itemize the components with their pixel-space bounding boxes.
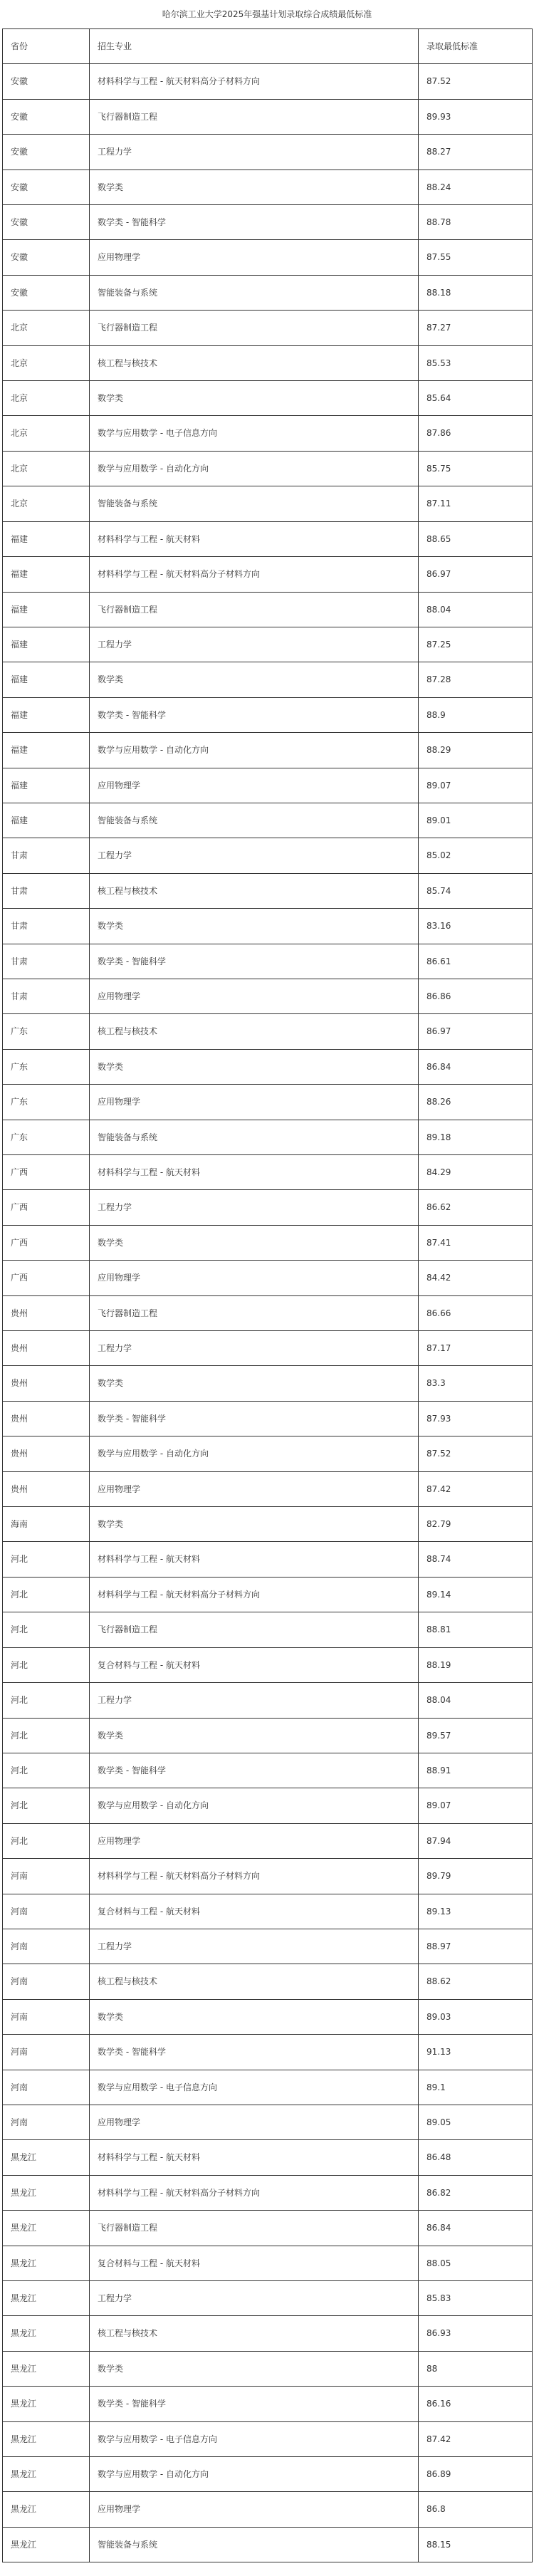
cell-major: 核工程与核技术 — [90, 345, 419, 380]
cell-province: 河北 — [3, 1718, 90, 1753]
cell-province: 海南 — [3, 1507, 90, 1542]
cell-province: 福建 — [3, 521, 90, 556]
cell-province: 黑龙江 — [3, 2316, 90, 2351]
cell-min-score: 89.93 — [419, 99, 533, 134]
cell-min-score: 83.16 — [419, 909, 533, 944]
table-row — [3, 2457, 533, 2492]
cell-major: 数学类 - 智能科学 — [90, 697, 419, 732]
table-row — [3, 1155, 533, 1190]
cell-major: 应用物理学 — [90, 768, 419, 803]
cell-province: 北京 — [3, 416, 90, 451]
cell-min-score: 86.61 — [419, 944, 533, 979]
table-row — [3, 1964, 533, 1999]
cell-min-score: 83.3 — [419, 1366, 533, 1401]
cell-major: 数学与应用数学 - 自动化方向 — [90, 1436, 419, 1471]
table-row — [3, 1401, 533, 1436]
cell-min-score: 85.83 — [419, 2281, 533, 2316]
table-row — [3, 2492, 533, 2527]
table-row — [3, 2070, 533, 2105]
cell-min-score: 87.17 — [419, 1331, 533, 1366]
cell-province: 甘肃 — [3, 838, 90, 873]
cell-major: 飞行器制造工程 — [90, 99, 419, 134]
cell-major: 飞行器制造工程 — [90, 2211, 419, 2246]
cell-province: 福建 — [3, 662, 90, 697]
cell-province: 河北 — [3, 1753, 90, 1788]
table-row — [3, 1999, 533, 2034]
cell-major: 数学类 - 智能科学 — [90, 2387, 419, 2421]
cell-major: 智能装备与系统 — [90, 275, 419, 310]
cell-major: 应用物理学 — [90, 2105, 419, 2139]
cell-province: 甘肃 — [3, 909, 90, 944]
cell-min-score: 86.16 — [419, 2387, 533, 2421]
table-row — [3, 2035, 533, 2070]
cell-province: 福建 — [3, 592, 90, 627]
table-row — [3, 1436, 533, 1471]
cell-province: 福建 — [3, 697, 90, 732]
cell-province: 河北 — [3, 1788, 90, 1823]
header-major: 招生专业 — [90, 29, 419, 64]
cell-major: 数学与应用数学 - 电子信息方向 — [90, 2070, 419, 2105]
table-row — [3, 733, 533, 768]
cell-province: 河南 — [3, 1859, 90, 1894]
cell-min-score: 86.82 — [419, 2175, 533, 2210]
cell-major: 应用物理学 — [90, 1085, 419, 1120]
cell-major: 智能装备与系统 — [90, 1120, 419, 1154]
table-row — [3, 979, 533, 1013]
cell-province: 河南 — [3, 2035, 90, 2070]
cell-major: 应用物理学 — [90, 1471, 419, 1506]
cell-min-score: 89.14 — [419, 1577, 533, 1612]
cell-major: 工程力学 — [90, 1190, 419, 1225]
cell-major: 数学类 - 智能科学 — [90, 1753, 419, 1788]
header-province: 省份 — [3, 29, 90, 64]
cell-min-score: 87.42 — [419, 1471, 533, 1506]
cell-major: 工程力学 — [90, 627, 419, 662]
cell-major: 核工程与核技术 — [90, 873, 419, 908]
table-row — [3, 2211, 533, 2246]
cell-province: 贵州 — [3, 1331, 90, 1366]
cell-province: 河北 — [3, 1683, 90, 1718]
table-row — [3, 99, 533, 134]
table-row — [3, 205, 533, 240]
table-row — [3, 1261, 533, 1295]
table-row — [3, 944, 533, 979]
cell-min-score: 88.24 — [419, 170, 533, 204]
cell-min-score: 88.81 — [419, 1612, 533, 1647]
cell-major: 智能装备与系统 — [90, 2527, 419, 2562]
table-row — [3, 1823, 533, 1858]
table-row — [3, 1718, 533, 1753]
cell-major: 数学与应用数学 - 自动化方向 — [90, 451, 419, 486]
cell-min-score: 88.05 — [419, 2246, 533, 2280]
cell-min-score: 87.86 — [419, 416, 533, 451]
cell-min-score: 89.05 — [419, 2105, 533, 2139]
cell-province: 安徽 — [3, 170, 90, 204]
table-row — [3, 451, 533, 486]
table-row — [3, 909, 533, 944]
cell-province: 河北 — [3, 1577, 90, 1612]
cell-min-score: 89.79 — [419, 1859, 533, 1894]
cell-major: 应用物理学 — [90, 2492, 419, 2527]
cell-min-score: 86.93 — [419, 2316, 533, 2351]
cell-min-score: 87.94 — [419, 1823, 533, 1858]
cell-province: 贵州 — [3, 1436, 90, 1471]
cell-min-score: 82.79 — [419, 1507, 533, 1542]
cell-min-score: 88.9 — [419, 697, 533, 732]
cell-province: 贵州 — [3, 1295, 90, 1330]
table-row — [3, 2387, 533, 2421]
table-row — [3, 1225, 533, 1260]
cell-min-score: 88.91 — [419, 1753, 533, 1788]
cell-min-score: 88.78 — [419, 205, 533, 240]
cell-min-score: 86.84 — [419, 2211, 533, 2246]
table-row — [3, 64, 533, 99]
cell-province: 黑龙江 — [3, 2211, 90, 2246]
cell-min-score: 88.74 — [419, 1542, 533, 1577]
cell-min-score: 85.75 — [419, 451, 533, 486]
cell-major: 材料科学与工程 - 航天材料高分子材料方向 — [90, 64, 419, 99]
cell-province: 甘肃 — [3, 979, 90, 1013]
cell-major: 数学类 - 智能科学 — [90, 205, 419, 240]
table-row — [3, 2175, 533, 2210]
cell-major: 数学类 — [90, 1718, 419, 1753]
cell-min-score: 87.55 — [419, 240, 533, 275]
cell-province: 广西 — [3, 1155, 90, 1190]
cell-province: 河北 — [3, 1612, 90, 1647]
cell-major: 复合材料与工程 - 航天材料 — [90, 2246, 419, 2280]
table-row — [3, 1331, 533, 1366]
cell-major: 应用物理学 — [90, 1823, 419, 1858]
cell-province: 河南 — [3, 2070, 90, 2105]
cell-province: 河北 — [3, 1542, 90, 1577]
cell-min-score: 89.07 — [419, 768, 533, 803]
table-row — [3, 1366, 533, 1401]
cell-min-score: 87.11 — [419, 486, 533, 521]
cell-province: 广东 — [3, 1120, 90, 1154]
cell-major: 数学类 - 智能科学 — [90, 2035, 419, 2070]
table-row — [3, 1295, 533, 1330]
cell-major: 工程力学 — [90, 838, 419, 873]
cell-province: 黑龙江 — [3, 2527, 90, 2562]
cell-province: 河南 — [3, 1999, 90, 2034]
cell-major: 智能装备与系统 — [90, 803, 419, 838]
table-row — [3, 240, 533, 275]
cell-min-score: 87.28 — [419, 662, 533, 697]
cell-province: 北京 — [3, 451, 90, 486]
cell-min-score: 86.8 — [419, 2492, 533, 2527]
cell-min-score: 89.57 — [419, 1718, 533, 1753]
table-row — [3, 768, 533, 803]
cell-major: 工程力学 — [90, 1331, 419, 1366]
cell-min-score: 89.03 — [419, 1999, 533, 2034]
cell-major: 工程力学 — [90, 1929, 419, 1964]
cell-min-score: 86.89 — [419, 2457, 533, 2492]
cell-min-score: 86.97 — [419, 557, 533, 592]
cell-province: 福建 — [3, 768, 90, 803]
table-row — [3, 135, 533, 170]
cell-province: 福建 — [3, 733, 90, 768]
cell-min-score: 88 — [419, 2351, 533, 2386]
cell-province: 广东 — [3, 1014, 90, 1049]
cell-min-score: 89.18 — [419, 1120, 533, 1154]
cell-min-score: 85.53 — [419, 345, 533, 380]
cell-province: 北京 — [3, 486, 90, 521]
cell-major: 飞行器制造工程 — [90, 1612, 419, 1647]
cell-min-score: 88.62 — [419, 1964, 533, 1999]
cell-major: 数学类 — [90, 381, 419, 416]
cell-major: 工程力学 — [90, 135, 419, 170]
cell-min-score: 86.84 — [419, 1049, 533, 1084]
cell-major: 材料科学与工程 - 航天材料 — [90, 2140, 419, 2175]
table-row — [3, 557, 533, 592]
header-min-score: 录取最低标准 — [419, 29, 533, 64]
table-row — [3, 2351, 533, 2386]
table-row — [3, 1577, 533, 1612]
table-row — [3, 345, 533, 380]
cell-min-score: 91.13 — [419, 2035, 533, 2070]
table-row — [3, 170, 533, 204]
cell-province: 安徽 — [3, 205, 90, 240]
cell-min-score: 89.07 — [419, 1788, 533, 1823]
table-row — [3, 2316, 533, 2351]
cell-min-score: 84.29 — [419, 1155, 533, 1190]
cell-province: 黑龙江 — [3, 2140, 90, 2175]
cell-min-score: 88.19 — [419, 1647, 533, 1682]
cell-province: 安徽 — [3, 275, 90, 310]
table-row — [3, 1085, 533, 1120]
table-row — [3, 275, 533, 310]
table-row — [3, 1190, 533, 1225]
cell-major: 数学类 — [90, 2351, 419, 2386]
cell-province: 河南 — [3, 1894, 90, 1929]
table-row — [3, 416, 533, 451]
cell-province: 黑龙江 — [3, 2387, 90, 2421]
cell-province: 福建 — [3, 627, 90, 662]
cell-min-score: 89.13 — [419, 1894, 533, 1929]
cell-min-score: 87.25 — [419, 627, 533, 662]
cell-province: 安徽 — [3, 135, 90, 170]
cell-major: 工程力学 — [90, 1683, 419, 1718]
cell-major: 材料科学与工程 - 航天材料高分子材料方向 — [90, 1577, 419, 1612]
cell-major: 数学类 — [90, 662, 419, 697]
cell-min-score: 85.02 — [419, 838, 533, 873]
cell-major: 复合材料与工程 - 航天材料 — [90, 1647, 419, 1682]
cell-province: 黑龙江 — [3, 2246, 90, 2280]
cell-province: 黑龙江 — [3, 2281, 90, 2316]
table-row — [3, 2527, 533, 2562]
cell-province: 北京 — [3, 381, 90, 416]
cell-province: 河北 — [3, 1823, 90, 1858]
cell-province: 广西 — [3, 1190, 90, 1225]
cell-min-score: 88.04 — [419, 1683, 533, 1718]
cell-min-score: 87.93 — [419, 1401, 533, 1436]
cell-major: 材料科学与工程 - 航天材料高分子材料方向 — [90, 2175, 419, 2210]
table-row — [3, 381, 533, 416]
cell-major: 数学类 — [90, 1049, 419, 1084]
cell-min-score: 88.27 — [419, 135, 533, 170]
table-row — [3, 873, 533, 908]
cell-min-score: 87.27 — [419, 311, 533, 345]
cell-province: 安徽 — [3, 64, 90, 99]
table-row — [3, 803, 533, 838]
cell-major: 材料科学与工程 - 航天材料高分子材料方向 — [90, 1859, 419, 1894]
cell-major: 核工程与核技术 — [90, 1014, 419, 1049]
cell-min-score: 86.62 — [419, 1190, 533, 1225]
table-row — [3, 838, 533, 873]
admission-score-table — [2, 28, 533, 2562]
cell-province: 河北 — [3, 1647, 90, 1682]
cell-min-score: 87.41 — [419, 1225, 533, 1260]
table-row — [3, 697, 533, 732]
cell-major: 工程力学 — [90, 2281, 419, 2316]
table-row — [3, 1647, 533, 1682]
cell-province: 福建 — [3, 557, 90, 592]
table-row — [3, 1753, 533, 1788]
cell-major: 数学与应用数学 - 电子信息方向 — [90, 416, 419, 451]
cell-province: 甘肃 — [3, 944, 90, 979]
table-row — [3, 1612, 533, 1647]
cell-province: 贵州 — [3, 1366, 90, 1401]
cell-province: 福建 — [3, 803, 90, 838]
cell-province: 广西 — [3, 1261, 90, 1295]
cell-major: 核工程与核技术 — [90, 2316, 419, 2351]
cell-min-score: 84.42 — [419, 1261, 533, 1295]
cell-min-score: 85.74 — [419, 873, 533, 908]
table-row — [3, 627, 533, 662]
table-body — [3, 64, 533, 2562]
table-header-row — [3, 29, 533, 64]
table-row — [3, 2421, 533, 2456]
cell-province: 河南 — [3, 2105, 90, 2139]
cell-min-score: 85.64 — [419, 381, 533, 416]
table-row — [3, 521, 533, 556]
cell-min-score: 87.42 — [419, 2421, 533, 2456]
table-row — [3, 1894, 533, 1929]
table-row — [3, 1542, 533, 1577]
cell-min-score: 86.86 — [419, 979, 533, 1013]
cell-min-score: 88.26 — [419, 1085, 533, 1120]
cell-major: 飞行器制造工程 — [90, 1295, 419, 1330]
cell-province: 黑龙江 — [3, 2421, 90, 2456]
cell-major: 应用物理学 — [90, 1261, 419, 1295]
cell-major: 应用物理学 — [90, 979, 419, 1013]
cell-min-score: 86.97 — [419, 1014, 533, 1049]
cell-province: 河南 — [3, 1929, 90, 1964]
cell-province: 广西 — [3, 1225, 90, 1260]
table-row — [3, 2105, 533, 2139]
cell-min-score: 88.97 — [419, 1929, 533, 1964]
cell-major: 材料科学与工程 - 航天材料高分子材料方向 — [90, 557, 419, 592]
table-row — [3, 2246, 533, 2280]
cell-major: 应用物理学 — [90, 240, 419, 275]
cell-province: 广东 — [3, 1085, 90, 1120]
table-row — [3, 2281, 533, 2316]
table-row — [3, 1683, 533, 1718]
cell-province: 黑龙江 — [3, 2492, 90, 2527]
cell-min-score: 87.52 — [419, 1436, 533, 1471]
cell-province: 黑龙江 — [3, 2175, 90, 2210]
cell-min-score: 86.48 — [419, 2140, 533, 2175]
cell-major: 数学与应用数学 - 自动化方向 — [90, 1788, 419, 1823]
table-row — [3, 1859, 533, 1894]
cell-min-score: 88.18 — [419, 275, 533, 310]
cell-major: 智能装备与系统 — [90, 486, 419, 521]
cell-province: 贵州 — [3, 1401, 90, 1436]
cell-major: 数学类 - 智能科学 — [90, 944, 419, 979]
cell-major: 材料科学与工程 - 航天材料 — [90, 1155, 419, 1190]
cell-major: 飞行器制造工程 — [90, 592, 419, 627]
cell-province: 北京 — [3, 311, 90, 345]
cell-major: 数学类 - 智能科学 — [90, 1401, 419, 1436]
cell-major: 数学与应用数学 - 自动化方向 — [90, 2457, 419, 2492]
cell-major: 核工程与核技术 — [90, 1964, 419, 1999]
cell-min-score: 88.15 — [419, 2527, 533, 2562]
cell-province: 安徽 — [3, 240, 90, 275]
cell-major: 材料科学与工程 - 航天材料 — [90, 521, 419, 556]
page-title: 哈尔滨工业大学2025年强基计划录取综合成绩最低标准 — [162, 9, 372, 19]
table-row — [3, 486, 533, 521]
table-row — [3, 1049, 533, 1084]
table-row — [3, 1471, 533, 1506]
cell-province: 安徽 — [3, 99, 90, 134]
table-row — [3, 1788, 533, 1823]
cell-major: 材料科学与工程 - 航天材料 — [90, 1542, 419, 1577]
cell-min-score: 88.29 — [419, 733, 533, 768]
cell-major: 数学类 — [90, 1507, 419, 1542]
cell-min-score: 89.01 — [419, 803, 533, 838]
cell-major: 复合材料与工程 - 航天材料 — [90, 1894, 419, 1929]
table-row — [3, 1014, 533, 1049]
cell-min-score: 88.65 — [419, 521, 533, 556]
cell-major: 数学类 — [90, 1999, 419, 2034]
cell-province: 甘肃 — [3, 873, 90, 908]
table-row — [3, 592, 533, 627]
cell-province: 黑龙江 — [3, 2351, 90, 2386]
cell-province: 广东 — [3, 1049, 90, 1084]
cell-major: 数学与应用数学 - 电子信息方向 — [90, 2421, 419, 2456]
cell-major: 数学类 — [90, 170, 419, 204]
cell-province: 贵州 — [3, 1471, 90, 1506]
cell-min-score: 88.04 — [419, 592, 533, 627]
cell-major: 数学类 — [90, 1366, 419, 1401]
cell-min-score: 87.52 — [419, 64, 533, 99]
cell-major: 数学类 — [90, 909, 419, 944]
table-row — [3, 2140, 533, 2175]
table-row — [3, 311, 533, 345]
table-row — [3, 1120, 533, 1154]
cell-min-score: 89.1 — [419, 2070, 533, 2105]
cell-major: 数学类 — [90, 1225, 419, 1260]
table-row — [3, 1507, 533, 1542]
cell-province: 北京 — [3, 345, 90, 380]
cell-min-score: 86.66 — [419, 1295, 533, 1330]
cell-major: 飞行器制造工程 — [90, 311, 419, 345]
cell-province: 黑龙江 — [3, 2457, 90, 2492]
cell-province: 河南 — [3, 1964, 90, 1999]
table-row — [3, 662, 533, 697]
cell-major: 数学与应用数学 - 自动化方向 — [90, 733, 419, 768]
table-row — [3, 1929, 533, 1964]
